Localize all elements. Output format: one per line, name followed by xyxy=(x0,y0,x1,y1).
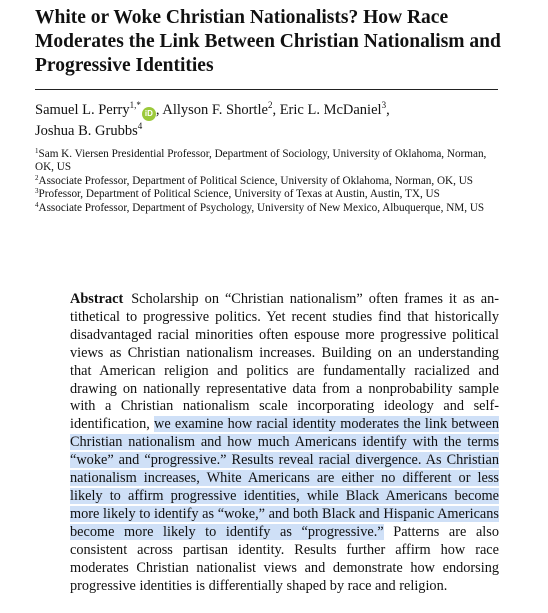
abstract-body xyxy=(70,291,499,595)
author-name[interactable]: Allyson F. Shortle xyxy=(162,102,268,118)
author-superscript: 4 xyxy=(137,121,143,131)
affiliation-text: Professor, Department of Political Science, University of Texas at Austin, Austin, TX, US xyxy=(38,188,440,201)
orcid-icon[interactable]: iD xyxy=(142,107,156,121)
author-superscript: 1,* xyxy=(129,100,141,110)
author-name[interactable]: Joshua B. Grubbs xyxy=(35,123,138,139)
affiliation-item xyxy=(35,148,505,175)
affiliation-text: Associate Professor, Department of Psychology, University of New Mexico, Albuquerque, NM, US xyxy=(38,201,485,214)
affiliation-number: 1 xyxy=(35,147,39,155)
affiliation-item xyxy=(35,175,505,188)
author-separator: , xyxy=(272,102,280,118)
author-separator: , xyxy=(386,102,390,118)
author-list xyxy=(35,100,505,141)
affiliation-list xyxy=(35,148,505,215)
affiliation-item xyxy=(35,202,505,215)
author-superscript: 3 xyxy=(381,100,387,110)
highlighted-selection[interactable]: we examine how racial identity moderates the link between Christian nationalism and how much Americans identify with the terms “woke” and “progressive.” Results reveal racial divergence. As Christian nationalism increases, White Americans are either no different or less likely to affirm progressive identities, while Black Americans become more likely to identify as “woke,” and both Black and Hispanic Americans become more likely to identify as “progressive.” xyxy=(70,416,500,540)
author-superscript: 2 xyxy=(267,100,273,110)
affiliation-text: Sam K. Viersen Presidential Professor, Department of Sociology, University of Oklahoma, Norman, OK, US xyxy=(35,148,487,174)
affiliation-number: 2 xyxy=(35,173,39,182)
paper-title: White or Woke Christian Nationalists? How Race Moderates the Link Between Christian Nationalism and Progressive Identities xyxy=(35,7,501,76)
author-separator: , xyxy=(155,102,163,118)
abstract-label: Abstract xyxy=(70,291,124,307)
abstract-text: Scholarship on “Christian nationalism” often frames it as antithetical to progressive politics. Yet recent studies find that historically disadvantaged racial minorities often espouse more progressive political views as Christian nationalism increases. Building on an understanding that American religion and politics are fundamentally racialized and drawing on nationally representative data from a nonprobability sample with a Christian nationalism scale incorporating ideology and self-identification, xyxy=(70,291,499,433)
affiliation-item xyxy=(35,188,505,201)
author-name[interactable]: Samuel L. Perry xyxy=(35,102,130,118)
author-name[interactable]: Eric L. McDaniel xyxy=(279,102,382,118)
affiliation-number: 3 xyxy=(35,187,39,196)
abstract-text: Patterns are also consistent across partisan identity. Results further affirm how race moderates Christian nationalist views and demonstrate how endorsing progressive identities is differentially shaped by race and religion. xyxy=(70,523,499,594)
title-divider xyxy=(35,89,498,90)
affiliation-number: 4 xyxy=(35,200,39,209)
affiliation-text: Associate Professor, Department of Political Science, University of Oklahoma, Norman, OK, US xyxy=(38,174,474,187)
